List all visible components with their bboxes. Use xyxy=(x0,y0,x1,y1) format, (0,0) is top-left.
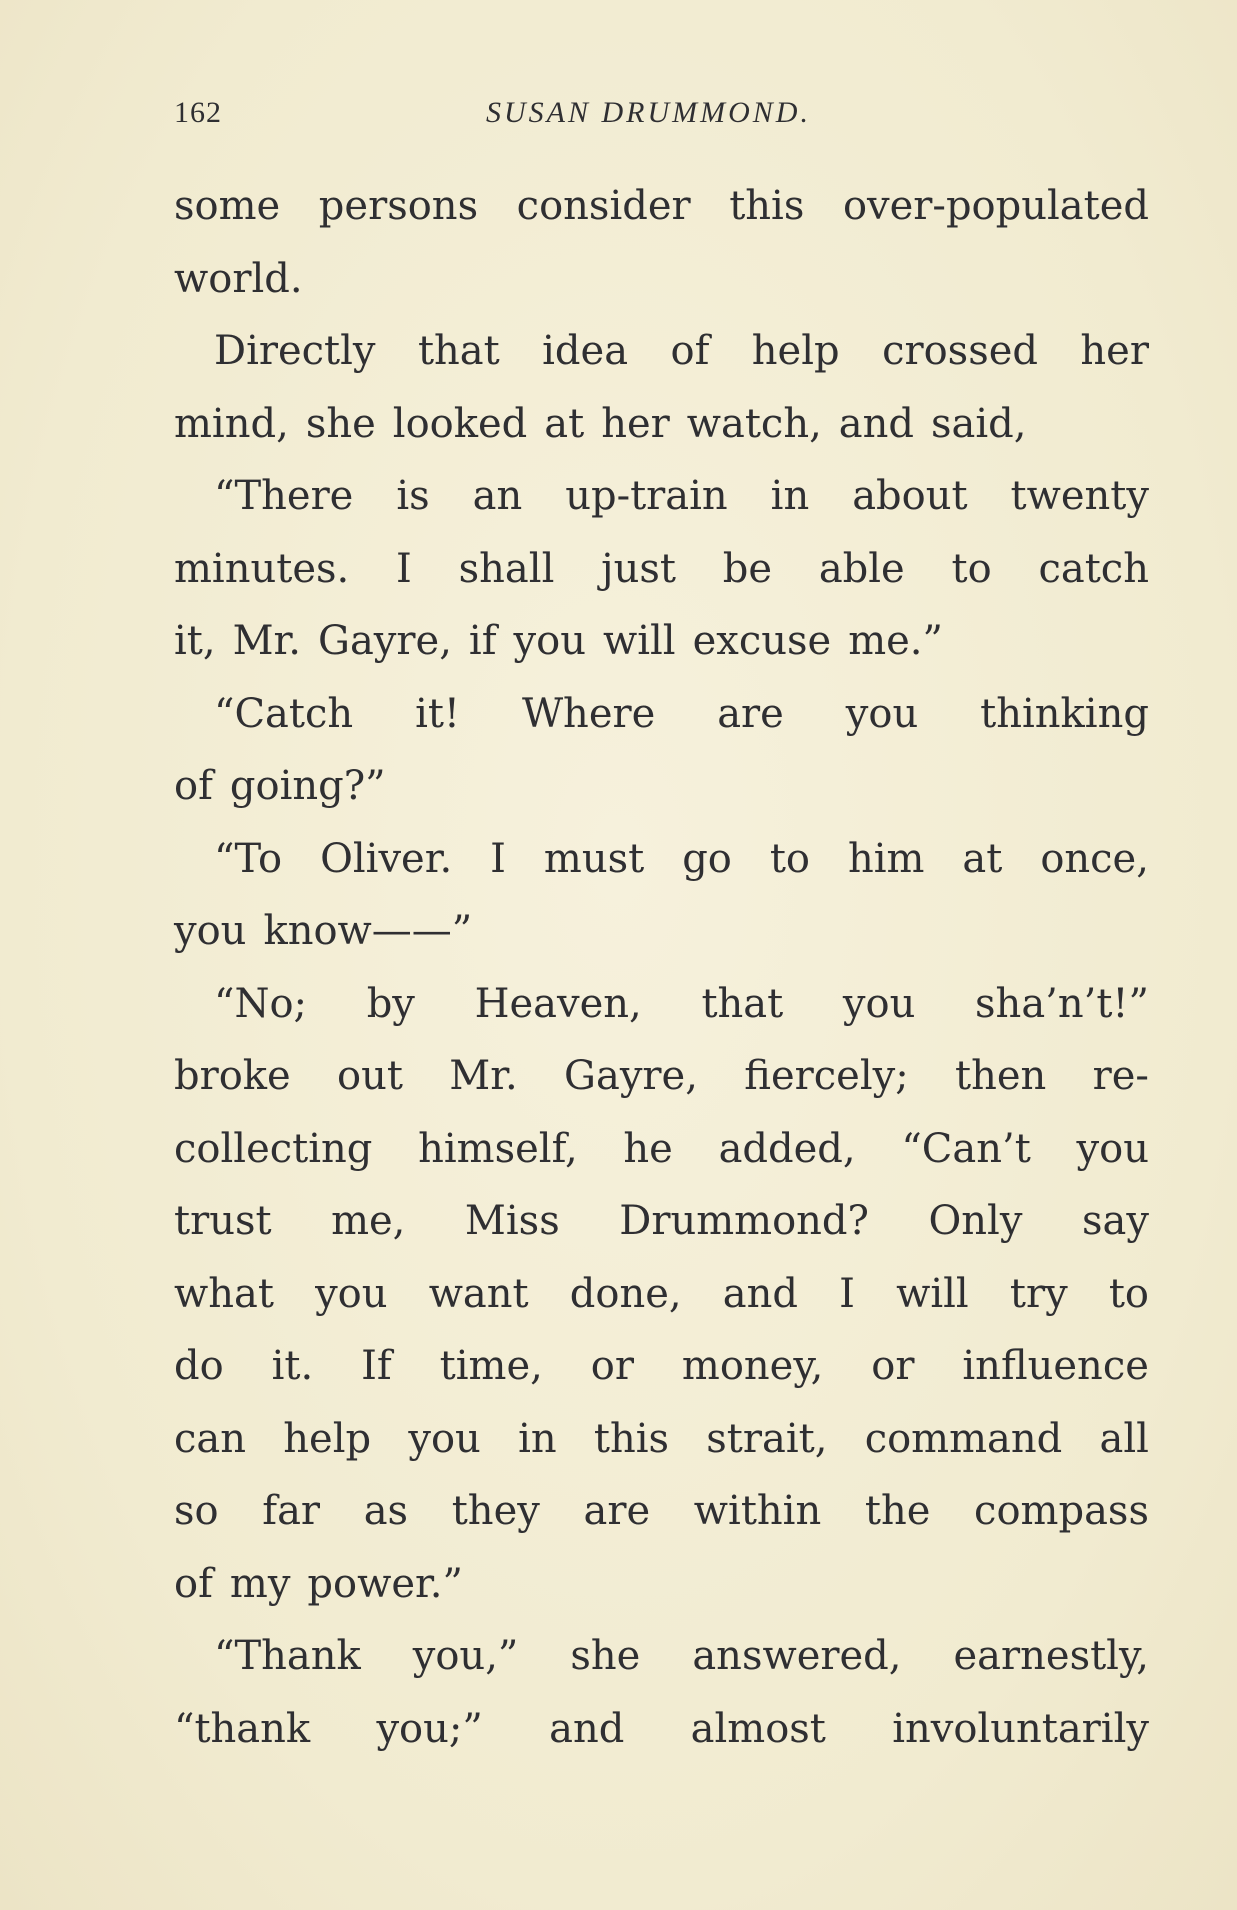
word: watch, xyxy=(686,400,822,447)
word: “To xyxy=(214,835,283,882)
word: able xyxy=(818,545,905,592)
word: to xyxy=(769,835,810,882)
word: it. xyxy=(271,1343,314,1389)
word: command xyxy=(864,1415,1063,1462)
word: she xyxy=(305,400,376,447)
word: about xyxy=(852,473,968,519)
word: influence xyxy=(962,1343,1149,1389)
running-title: SUSAN DRUMMOND. xyxy=(486,96,811,129)
word: want xyxy=(428,1270,529,1317)
word: to xyxy=(1108,1270,1149,1317)
text-line xyxy=(174,1693,1149,1766)
word: Drummond? xyxy=(619,1198,869,1244)
word: almost xyxy=(690,1705,826,1752)
word: strait, xyxy=(706,1415,828,1462)
text-line xyxy=(174,968,1149,1041)
word: sha’n’t!” xyxy=(975,980,1149,1027)
word: Where xyxy=(521,690,656,737)
word: Mr. xyxy=(449,1053,518,1099)
text-line xyxy=(174,1113,1149,1186)
word: “Thank xyxy=(214,1633,361,1679)
word: him xyxy=(847,835,925,882)
word: me, xyxy=(331,1198,406,1244)
word: know——” xyxy=(263,908,473,954)
word: I xyxy=(396,545,412,592)
word: all xyxy=(1099,1415,1149,1462)
word: far xyxy=(262,1488,321,1534)
text-line xyxy=(174,1040,1149,1113)
word: looked xyxy=(392,400,528,447)
word: earnestly, xyxy=(953,1633,1149,1679)
word: twenty xyxy=(1010,473,1149,519)
text-line xyxy=(174,1330,1149,1403)
word: over-populated xyxy=(842,183,1149,229)
word: or xyxy=(590,1343,634,1389)
running-head xyxy=(174,96,1149,136)
word: you xyxy=(1076,1125,1149,1172)
word: will xyxy=(896,1270,969,1317)
word: “No; xyxy=(214,980,308,1027)
word: out xyxy=(337,1053,403,1099)
word: try xyxy=(1009,1270,1068,1317)
word: consider xyxy=(516,183,691,229)
word: say xyxy=(1081,1198,1149,1244)
word: that xyxy=(701,980,784,1027)
word: you,” xyxy=(412,1633,519,1679)
word: I xyxy=(490,835,506,882)
text-line xyxy=(174,678,1149,751)
text-line xyxy=(174,1475,1149,1548)
word: help xyxy=(751,328,840,374)
word: of xyxy=(174,1560,213,1607)
text-line xyxy=(174,605,1149,678)
text-line xyxy=(174,388,1149,461)
word: she xyxy=(570,1633,641,1679)
word: said, xyxy=(931,400,1027,447)
word: some xyxy=(174,183,281,229)
text-line xyxy=(174,1258,1149,1331)
word: you xyxy=(315,1270,388,1317)
word: of xyxy=(670,328,710,374)
word: it, xyxy=(174,618,216,664)
text-line xyxy=(174,170,1149,243)
text-line xyxy=(174,533,1149,606)
word: you xyxy=(845,690,919,737)
word: this xyxy=(729,183,805,229)
word: at xyxy=(962,835,1003,882)
word: compass xyxy=(974,1488,1149,1534)
text-line xyxy=(174,823,1149,896)
word: mind, xyxy=(174,400,289,447)
word: “Can’t xyxy=(901,1125,1031,1172)
word: me.” xyxy=(848,618,943,664)
word: help xyxy=(283,1415,372,1462)
text-line xyxy=(174,243,1149,316)
text-line xyxy=(174,1548,1149,1621)
text-line xyxy=(174,1403,1149,1476)
word: you;” xyxy=(376,1705,483,1752)
word: you xyxy=(408,1415,481,1462)
word: what xyxy=(174,1270,274,1317)
word: done, xyxy=(569,1270,682,1317)
word: “thank xyxy=(174,1705,311,1752)
word: or xyxy=(871,1343,915,1389)
word: “Catch xyxy=(214,690,354,737)
text-line xyxy=(174,1620,1149,1693)
word: broke xyxy=(174,1053,291,1099)
word: at xyxy=(544,400,585,447)
word: added, xyxy=(718,1125,856,1172)
word: you xyxy=(842,980,916,1027)
word: once, xyxy=(1040,835,1149,882)
word: Only xyxy=(928,1198,1023,1244)
word: my xyxy=(229,1560,291,1607)
word: is xyxy=(396,473,430,519)
word: crossed xyxy=(882,328,1038,374)
word: and xyxy=(549,1705,625,1752)
word: the xyxy=(864,1488,931,1534)
word: Miss xyxy=(464,1198,560,1244)
word: fiercely; xyxy=(744,1053,909,1099)
word: himself, xyxy=(418,1125,578,1172)
word: you xyxy=(513,618,586,664)
text-line xyxy=(174,1185,1149,1258)
word: in xyxy=(518,1415,557,1462)
word: it! xyxy=(415,690,461,737)
word: Gayre, xyxy=(564,1053,698,1099)
word: collecting xyxy=(174,1125,373,1172)
word: going?” xyxy=(229,763,386,809)
word: answered, xyxy=(692,1633,902,1679)
word: “There xyxy=(214,473,354,519)
word: minutes. xyxy=(174,545,350,592)
word: Mr. xyxy=(232,618,301,664)
word: then xyxy=(955,1053,1047,1099)
word: go xyxy=(682,835,732,882)
word: persons xyxy=(318,183,479,229)
body-text xyxy=(174,170,1149,1765)
word: and xyxy=(722,1270,798,1317)
word: Directly xyxy=(214,328,376,374)
word: her xyxy=(601,400,670,447)
word: do xyxy=(174,1343,224,1389)
word: are xyxy=(583,1488,651,1534)
word: and xyxy=(838,400,915,447)
word: up-train xyxy=(565,473,728,519)
page-number: 162 xyxy=(174,96,222,129)
word: of xyxy=(174,763,213,809)
word: they xyxy=(451,1488,540,1534)
word: are xyxy=(717,690,784,737)
word: power.” xyxy=(307,1560,463,1607)
word: re- xyxy=(1092,1053,1149,1099)
word: as xyxy=(363,1488,409,1534)
word: that xyxy=(417,328,500,374)
word: trust xyxy=(174,1198,272,1244)
word: idea xyxy=(542,328,629,374)
word: so xyxy=(174,1488,219,1534)
word: shall xyxy=(458,545,555,592)
word: if xyxy=(468,618,497,664)
word: within xyxy=(693,1488,822,1534)
word: world. xyxy=(174,255,303,302)
word: I xyxy=(839,1270,855,1317)
word: excuse xyxy=(692,618,832,664)
word: must xyxy=(543,835,645,882)
text-line xyxy=(174,315,1149,388)
word: money, xyxy=(681,1343,824,1389)
word: time, xyxy=(439,1343,543,1389)
text-line xyxy=(174,750,1149,823)
word: an xyxy=(472,473,523,519)
word: Heaven, xyxy=(474,980,642,1027)
text-line xyxy=(174,460,1149,533)
word: her xyxy=(1080,328,1149,374)
word: Oliver. xyxy=(320,835,453,882)
word: in xyxy=(770,473,810,519)
word: catch xyxy=(1038,545,1149,592)
word: thinking xyxy=(980,690,1149,737)
word: will xyxy=(602,618,676,664)
word: If xyxy=(361,1343,392,1389)
word: you xyxy=(174,908,247,954)
word: this xyxy=(593,1415,670,1462)
word: can xyxy=(174,1415,247,1462)
word: to xyxy=(951,545,992,592)
word: by xyxy=(366,980,415,1027)
text-line xyxy=(174,895,1149,968)
word: Gayre, xyxy=(318,618,452,664)
word: he xyxy=(623,1125,673,1172)
word: just xyxy=(601,545,676,592)
word: be xyxy=(722,545,773,592)
word: involuntarily xyxy=(892,1705,1149,1752)
